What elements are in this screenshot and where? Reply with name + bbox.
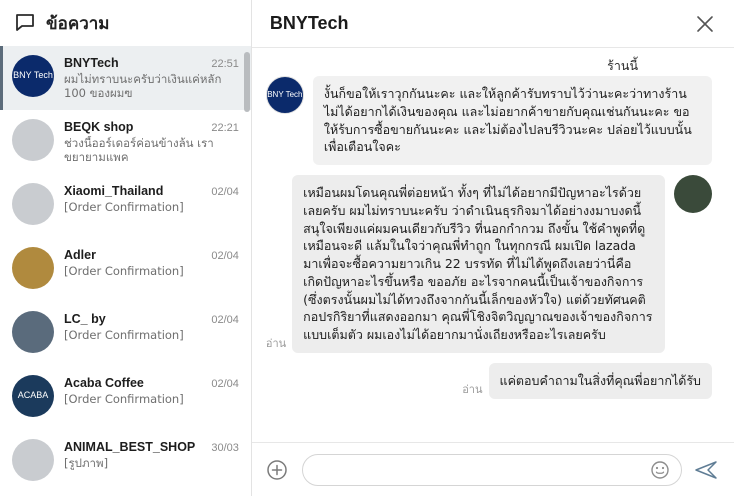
sidebar-scrollbar-thumb[interactable] <box>244 52 250 112</box>
read-receipt-label: อ่าน <box>265 336 287 350</box>
conversation-name: Xiaomi_Thailand <box>64 184 164 198</box>
conversation-preview: ช่วงนี้ออร์เดอร์ค่อนข้างล้น เราขยายามแพค <box>64 136 214 165</box>
conversation-top-row <box>64 248 239 262</box>
conversation-item[interactable] <box>0 46 251 110</box>
conversation-preview: [Order Confirmation] <box>64 392 184 406</box>
conversation-time: 02/04 <box>211 378 239 390</box>
avatar <box>12 439 54 481</box>
sidebar-header <box>0 0 251 46</box>
message-avatar <box>674 175 712 213</box>
conversation-time: 22:21 <box>211 122 239 134</box>
conversation-name: Acaba Coffee <box>64 376 144 390</box>
conversation-time: 22:51 <box>211 58 239 70</box>
conversation-body <box>64 119 239 164</box>
message-bubble: เหมือนผมโดนคุณพี่ต่อยหน้า ทั้งๆ ที่ไม่ได้อยากมีปัญหาอะไรด้วยเลยครับ ผมไม่ทราบนะครับ ว่าดำเนินธุรกิจมาได้อย่างงมาบงดนี้ สนุใจเพียงแค่ผมคนเดียวกับรีวิว ที่นอกกำกวม ถึงขั้น ใช้คำพูดที่ดูเหมือนจะดี แล้มในใจว่าคุณพี่ทำถูก ในทุกกรณี ผมเปิด lazada มาเพื่อจะซื้อความยาวเกิน 22 บรรทัด ที่ไม่ได้พูดถึงเลยว่านี่คือ เกิดปัญหาอะไรขึ้นหรือ ขออภัย อะไรจากคนนี้เป็นเจ้าของกิจการ (ซึ่งตรงนั้นผมไม่ได้ทวงถึงจากกันนี้เล็กของหัวใจ) แต่ด้วยทัศนคติ กอปรกิริยาที่แสดงออกมา คุณพี่โชิงจิตวิญญาณของเจ้าของกิจการแบบเต็มตัว ผมเองไม่ได้อยากมานั่งเถียงหรืออะไรเลยครับ <box>292 175 665 353</box>
read-receipt-label: อ่าน <box>462 382 483 396</box>
conversation-item[interactable] <box>0 238 251 302</box>
conversation-time: 02/04 <box>211 250 239 262</box>
conversation-item[interactable] <box>0 430 251 494</box>
conversation-top-row <box>64 184 239 198</box>
message-input-wrapper[interactable] <box>302 454 682 486</box>
chat-header <box>252 0 734 48</box>
conversations-sidebar <box>0 0 252 496</box>
conversation-time: 30/03 <box>211 442 239 454</box>
conversation-body <box>64 55 239 100</box>
conversation-item[interactable] <box>0 110 251 174</box>
conversation-time: 02/04 <box>211 314 239 326</box>
send-paper-plane-icon[interactable] <box>692 456 720 484</box>
avatar: ACABA <box>12 375 54 417</box>
conversation-top-row <box>64 56 239 70</box>
conversation-body <box>64 183 239 214</box>
conversation-top-row <box>64 440 239 454</box>
conversation-top-row <box>64 312 239 326</box>
conversation-preview: [Order Confirmation] <box>64 328 184 342</box>
conversation-preview: ผมไม่ทราบนะครับว่าเงินแค่หลัก 100 ของผมฃ <box>64 72 222 101</box>
conversation-item[interactable] <box>0 174 251 238</box>
chat-bubble-icon <box>14 12 36 34</box>
avatar <box>12 119 54 161</box>
avatar <box>12 183 54 225</box>
conversation-item[interactable] <box>0 366 251 430</box>
message-list[interactable] <box>252 48 734 442</box>
conversation-body <box>64 247 239 278</box>
avatar <box>12 247 54 289</box>
avatar <box>12 311 54 353</box>
chat-title: BNYTech <box>269 13 349 33</box>
message-bubble: งั้นก็ขอให้เราวุกกันนะคะ และให้ลูกค้ารับทราบไว้ว่านะคะว่าทางร้านไม่ได้อยากได้เงินของคุณ และไม่อยากค้าขายกับคุณเช่นกันนะคะ ขอให้ร้บการซื้อขายกันนะคะ และไม่ต้องไปลบรีวิวนะคะ ปล่อยไว้แบบนั้น เพื่อเตือนใจคะ <box>313 76 712 165</box>
conversation-body <box>64 311 239 342</box>
message-row <box>266 76 712 165</box>
conversation-body <box>64 375 239 406</box>
conversation-preview: [Order Confirmation] <box>64 264 184 278</box>
sidebar-scrollbar[interactable] <box>244 46 250 496</box>
chat-panel <box>252 0 734 496</box>
conversation-top-row <box>64 376 239 390</box>
conversation-body <box>64 439 239 470</box>
emoji-smiley-icon[interactable] <box>649 459 671 481</box>
message-composer <box>252 442 734 496</box>
sidebar-title: ข้อความ <box>46 13 110 34</box>
conversation-preview: [Order Confirmation] <box>64 200 184 214</box>
message-row <box>266 363 712 399</box>
message-input[interactable] <box>313 456 649 484</box>
close-icon[interactable] <box>692 11 718 37</box>
plus-icon[interactable] <box>262 455 292 485</box>
conversation-name: Adler <box>64 248 96 262</box>
partial-previous-message: ร้านนี้ <box>607 58 638 70</box>
message-avatar: BNY Tech <box>266 76 304 114</box>
conversation-preview: [รูปภาพ] <box>64 456 109 470</box>
message-row <box>266 175 712 353</box>
conversation-name: ANIMAL_BEST_SHOP <box>64 440 196 454</box>
conversation-list[interactable] <box>0 46 251 496</box>
message-bubble: แค่ตอบคำถามในสิ่งที่คุณพี่อยากได้รับ <box>489 363 712 399</box>
conversation-item[interactable] <box>0 302 251 366</box>
conversation-time: 02/04 <box>211 186 239 198</box>
conversation-name: BEQK shop <box>64 120 134 134</box>
conversation-name: BNYTech <box>64 56 119 70</box>
conversation-top-row <box>64 120 239 134</box>
conversation-name: LC_ by <box>64 312 106 326</box>
avatar: BNY Tech <box>12 55 54 97</box>
